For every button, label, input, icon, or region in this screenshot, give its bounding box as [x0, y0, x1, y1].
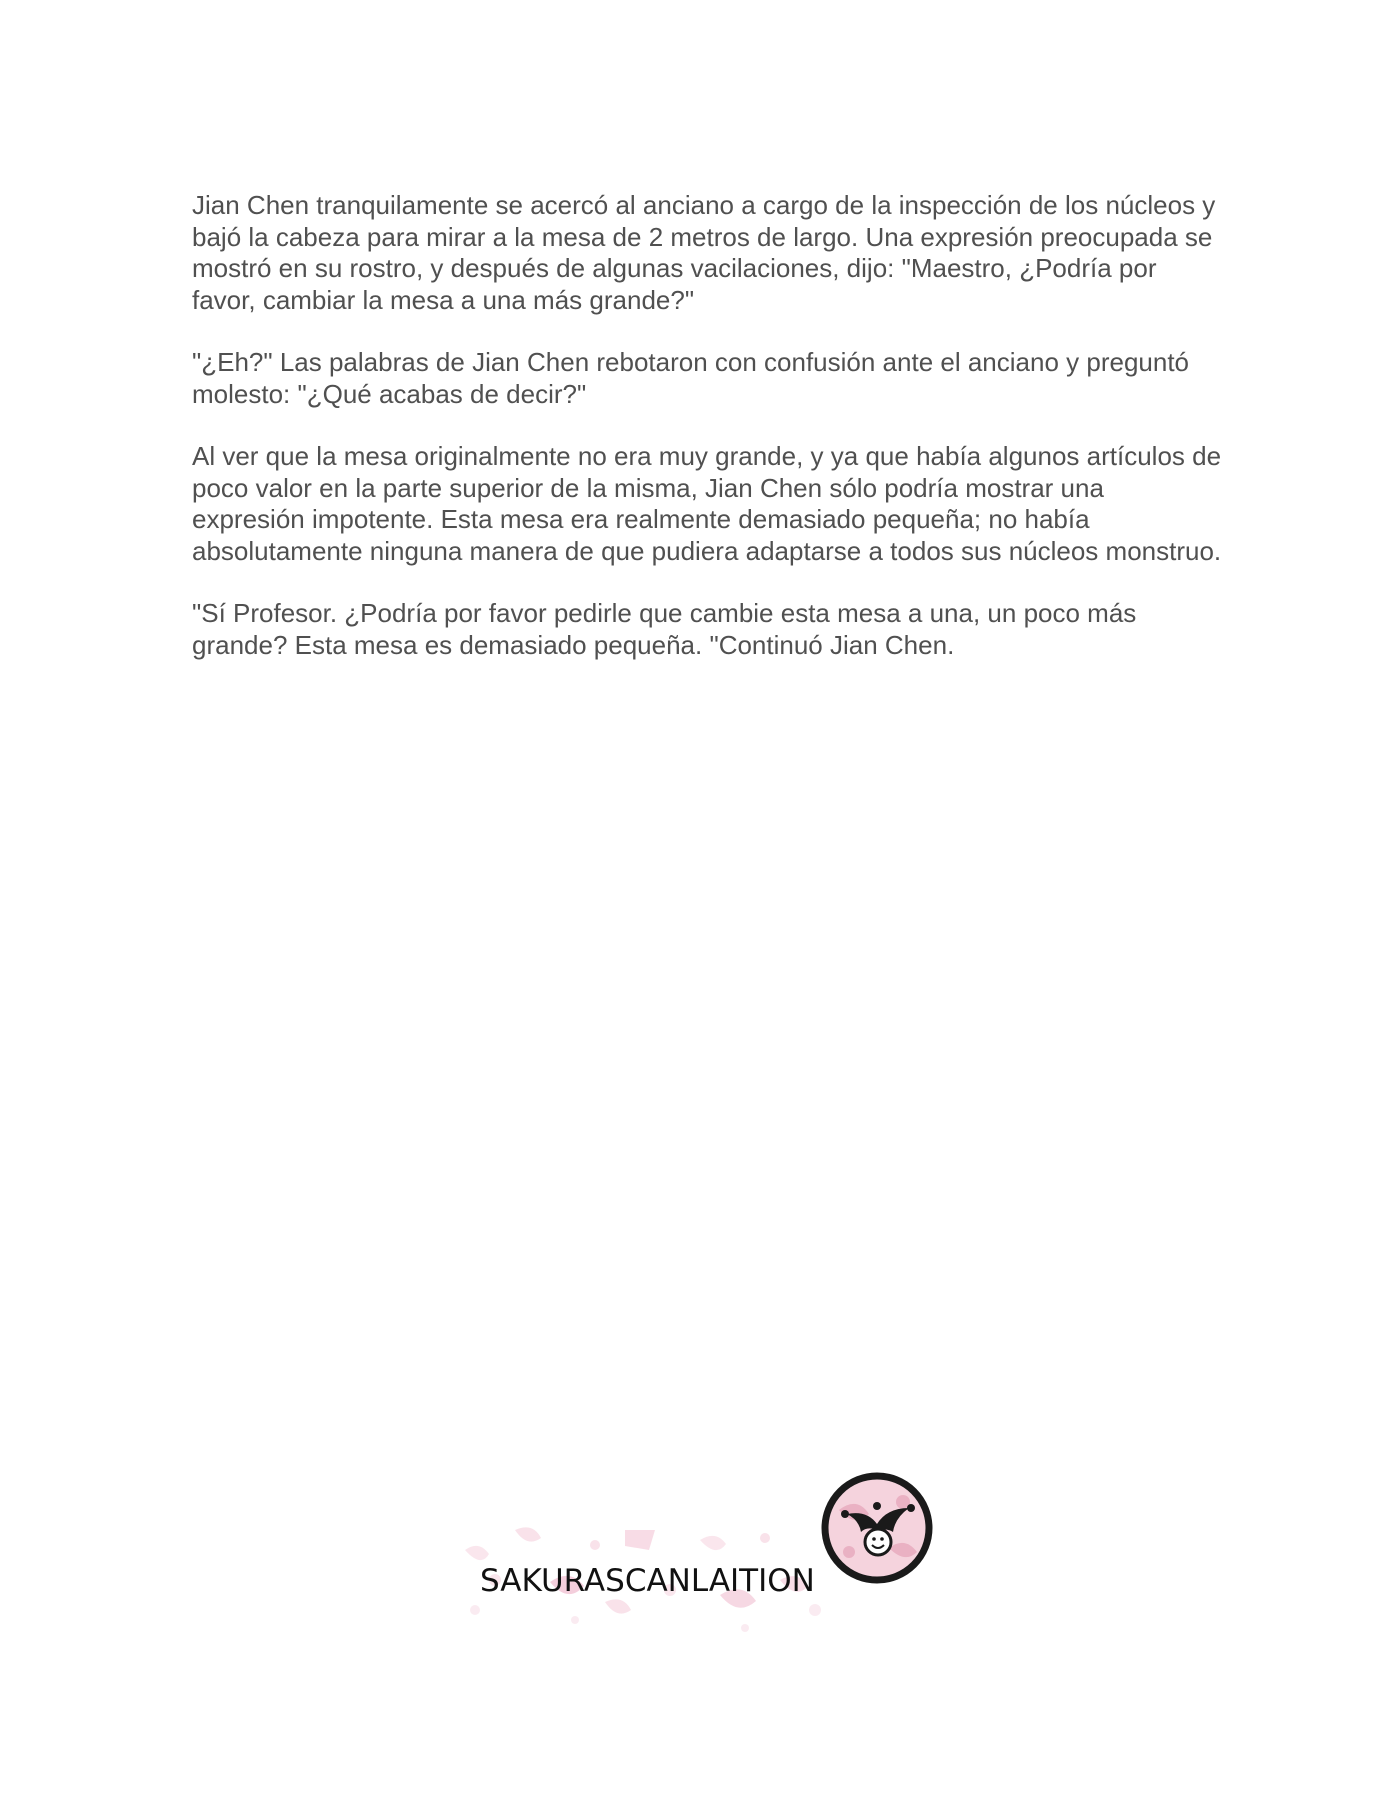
document-body	[192, 190, 1222, 692]
paragraph-4: "Sí Profesor. ¿Podría por favor pedirle que cambie esta mesa a una, un poco más grande? Esta mesa es demasiado pequeña. "Continuó Jian Chen.	[192, 598, 1137, 660]
scanlation-banner	[455, 1470, 935, 1650]
paragraph-3: Al ver que la mesa originalmente no era muy grande, y ya que había algunos artículos de poco valor en la parte superior de la misma, Jian Chen sólo podría mostrar una expresión impotente. Esta mesa era realmente demasiado pequeña; no había absolutamente ninguna manera de que pudiera adaptarse a todos sus núcleos monstruo.	[192, 441, 1222, 566]
scanlation-group-name: SAKURASCANLAITION	[480, 1563, 815, 1599]
paragraph-2: "¿Eh?" Las palabras de Jian Chen rebotaron con confusión ante el anciano y preguntó molesto: "¿Qué acabas de decir?"	[192, 347, 1190, 409]
jester-logo-icon	[819, 1470, 935, 1586]
paragraph-1: Jian Chen tranquilamente se acercó al anciano a cargo de la inspección de los núcleos y bajó la cabeza para mirar a la mesa de 2 metros de largo. Una expresión preocupada se mostró en su rostro, y después de algunas vacilaciones, dijo: "Maestro, ¿Podría por favor, cambiar la mesa a una más grande?"	[192, 190, 1216, 315]
